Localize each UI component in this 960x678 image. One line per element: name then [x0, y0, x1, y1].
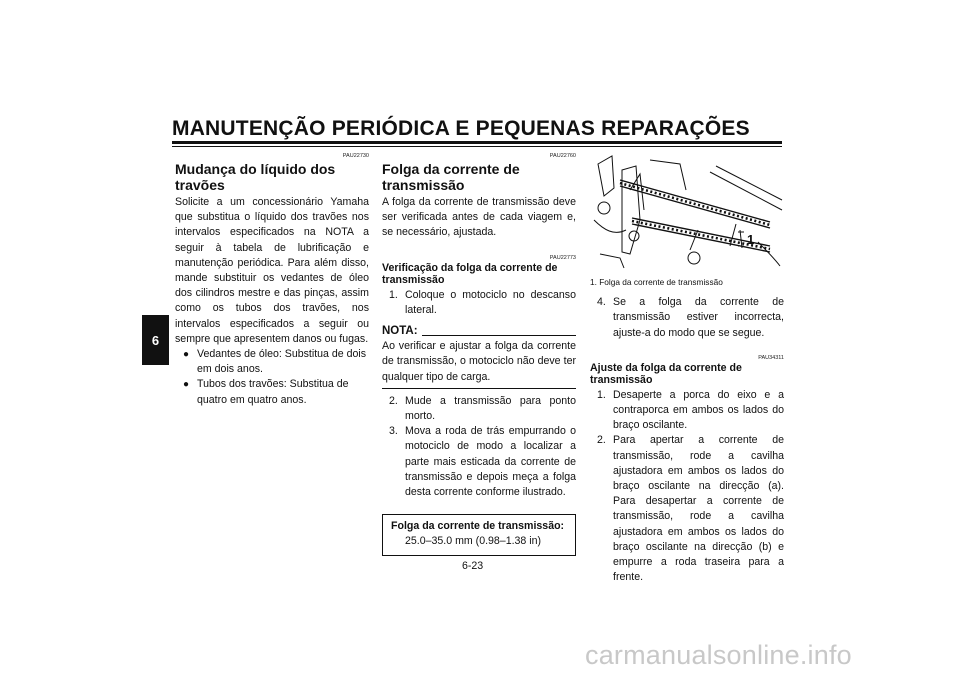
list-item-text: Tubos dos travões: Substitua de quatro em quatro anos. — [197, 378, 349, 406]
section-heading: Folga da corrente de transmissão — [382, 161, 520, 193]
list-item — [389, 288, 576, 318]
bullet-icon: ● — [183, 349, 190, 361]
spec-value: 25.0–35.0 mm (0.98–1.38 in) — [405, 535, 542, 548]
subsection-heading: Ajuste da folga da corrente de transmissão — [590, 361, 742, 387]
step-text: Se a folga da corrente de transmissão estiver incorrecta, ajuste-a do modo que se segue. — [613, 296, 784, 339]
section-code: PAU22773 — [549, 254, 576, 261]
watermark: carmanualsonline.info — [585, 640, 852, 670]
body-paragraph: Solicite a um concessionário Yamaha que substitua o líquido dos travões nos intervalos especificados na NOTA a seguir à tabela de lubrificação e manutenção periódica. Para além disso, mande substituir os vedantes de óleo dos cilindros mestre e das pinças, assim como os tubos dos travões, nos intervalos especificados a seguir ou sempre que apresentem danos ou fugas. — [175, 196, 369, 345]
spec-title: Folga da corrente de transmissão: — [391, 520, 565, 533]
list-item — [597, 388, 784, 434]
page-number: 6-23 — [462, 560, 484, 572]
column-middle — [382, 150, 576, 556]
section-heading: Mudança do líquido dos travões — [175, 161, 336, 193]
list-item — [389, 424, 576, 500]
subsection-heading: Verificação da folga da corrente de transmissão — [382, 261, 558, 287]
figure-callout-label: 1 — [747, 232, 755, 247]
step-text: Para apertar a corrente de transmissão, rode a cavilha ajustadora em ambos os lados do braço oscilante na direcção (a). Para desapertar a corrente de transmissão, rode a cavilha ajustadora em ambos os lados do braço oscilante na direcção (b) e empurre a roda traseira para a frente. — [613, 434, 784, 584]
page-title: MANUTENÇÃO PERIÓDICA E PEQUENAS REPARAÇÕES — [172, 117, 750, 140]
step-number: 4. — [597, 296, 606, 309]
spec-box — [382, 514, 576, 555]
list-item — [597, 433, 784, 585]
step-text: Mude a transmissão para ponto morto. — [405, 394, 576, 423]
note-end-rule — [382, 388, 576, 389]
step-text: Coloque o motociclo no descanso lateral. — [405, 288, 576, 316]
chapter-tab: 6 — [142, 315, 169, 365]
chain-slack-illustration — [590, 150, 784, 270]
step-number: 1. — [389, 288, 398, 301]
section-code: PAU22730 — [342, 153, 369, 159]
note-header — [382, 324, 576, 339]
step-number: 1. — [597, 388, 606, 401]
step-number: 2. — [597, 434, 606, 447]
list-item-text: Vedantes de óleo: Substitua de dois em dois anos. — [197, 348, 367, 376]
section-code: PAU34311 — [758, 354, 784, 361]
list-item — [183, 347, 369, 377]
step-text: Mova a roda de trás empurrando o motociclo de modo a localizar a parte mais esticada da corrente de transmissão e depois meça a folga desta corrente conforme ilustrado. — [405, 425, 576, 499]
bullet-icon: ● — [183, 379, 190, 391]
column-right — [590, 150, 784, 585]
step-number: 2. — [389, 394, 398, 407]
note-rule — [422, 335, 576, 336]
list-item — [183, 377, 369, 407]
section-code: PAU22760 — [549, 153, 576, 159]
figure-caption: 1. Folga da corrente de transmissão — [590, 277, 723, 288]
list-item — [389, 394, 576, 424]
step-text: Desaperte a porca do eixo e a contraporca em ambos os lados do braço oscilante. — [613, 388, 784, 432]
title-rule — [172, 141, 782, 144]
list-item — [597, 295, 784, 341]
note-text: Ao verificar e ajustar a folga da corrente de transmissão, o motociclo não deve ter qualquer tipo de carga. — [382, 340, 576, 383]
step-number: 3. — [389, 425, 398, 438]
title-rule-thin — [172, 146, 782, 147]
column-left — [175, 150, 369, 408]
body-paragraph: A folga da corrente de transmissão deve ser verificada antes de cada viagem e, se necessário, ajustada. — [382, 196, 576, 239]
note-label: NOTA: — [382, 325, 418, 338]
